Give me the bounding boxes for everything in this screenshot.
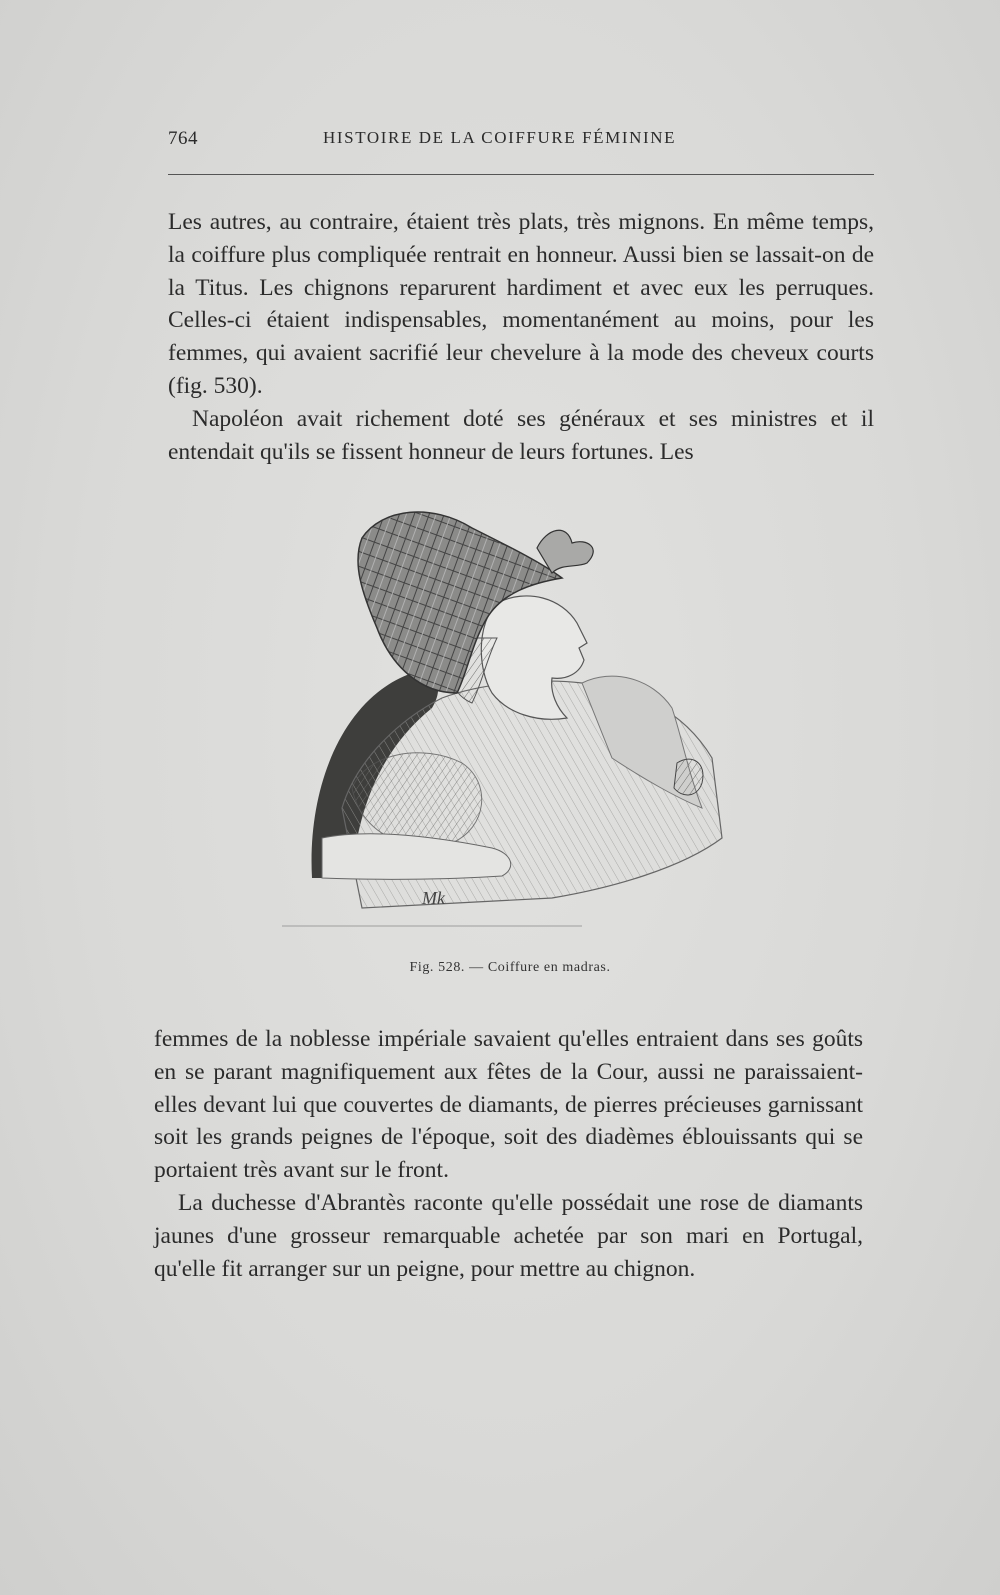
page-header [168, 128, 874, 158]
engraving-illustration [282, 508, 732, 943]
text-block-bottom [154, 1023, 863, 1285]
header-rule [168, 174, 874, 175]
artist-signature: Mk [422, 888, 445, 908]
paragraph: femmes de la noblesse impériale savaient qu'elles entraient dans ses goûts en se parant magnifiquement aux fêtes de la Cour, aussi ne paraissaient-elles devant lui que couvertes de diamants, de pierres précieuses garnissant soit les grands peignes de l'époque, soit des diadèmes éblouissants qui se portaient très avant sur le front. [154, 1026, 863, 1184]
figure-caption: Fig. 528. — Coiffure en madras. [409, 960, 611, 975]
paragraph: Napoléon avait richement doté ses généraux et ses ministres et il entendait qu'ils se fissent honneur de leurs fortunes. Les [168, 405, 874, 465]
paragraph: Les autres, au contraire, étaient très plats, très mignons. En même temps, la coiffure plus compliquée rentrait en honneur. Aussi bien se lassait-on de la Titus. Les chignons reparurent hardiment et avec eux les perruques. Celles-ci étaient indispensables, momentanément au moins, pour les femmes, qui avaient sacrifié leur chevelure à la mode des cheveux courts (fig. 530). [168, 209, 874, 399]
text-block-top [168, 206, 874, 468]
running-title: HISTOIRE DE LA COIFFURE FÉMININE [323, 128, 677, 147]
woman-in-madras-headdress-drawing [282, 508, 732, 943]
shoulder-ribbon [674, 759, 703, 795]
page-number: 764 [168, 128, 198, 149]
paragraph: La duchesse d'Abrantès raconte qu'elle possédait une rose de diamants jaunes d'une grosseur remarquable achetée par son mari en Portugal, qu'elle fit arranger sur un peigne, pour mettre au chignon. [154, 1189, 863, 1282]
